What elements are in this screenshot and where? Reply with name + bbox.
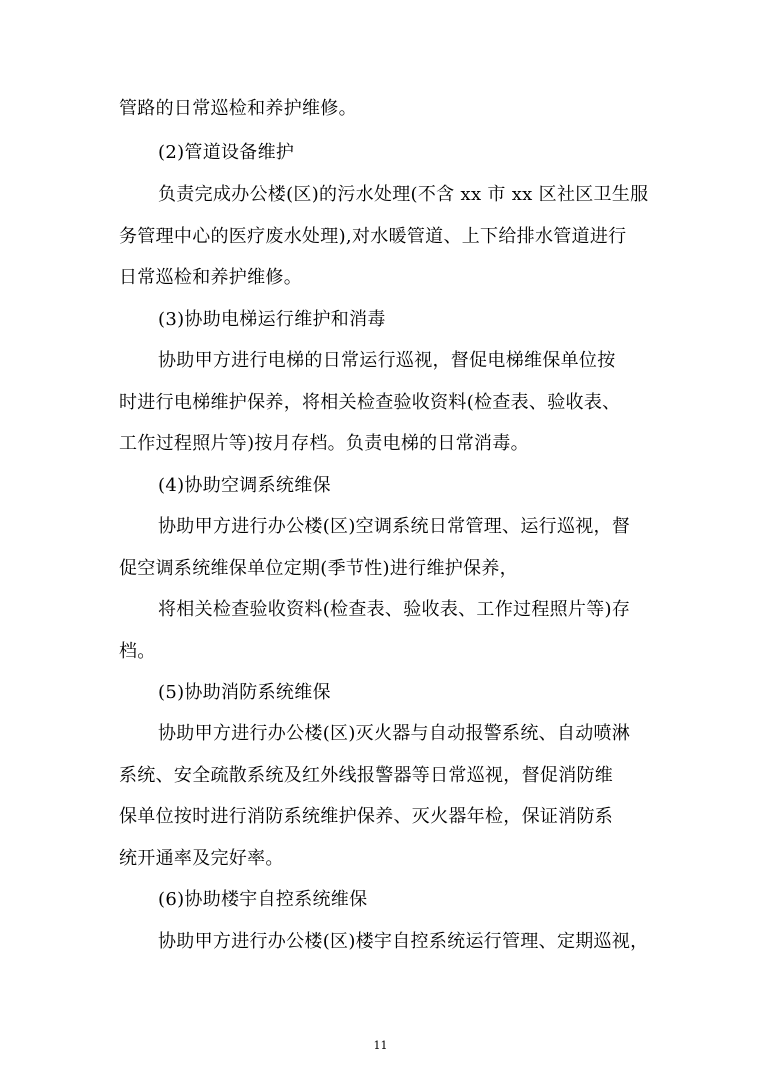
page-number: 11 [373, 1039, 388, 1052]
text-line: 将相关检查验收资料(检查表、验收表、工作过程照片等)存 [158, 599, 631, 620]
text-line: 系统、安全疏散系统及红外线报警器等日常巡视，督促消防维 [119, 765, 614, 786]
section-heading: (6)协助楼宇自控系统维保 [158, 889, 368, 910]
text-line: 促空调系统维保单位定期(季节性)进行维护保养， [119, 558, 518, 579]
text-line: 统开通率及完好率。 [119, 848, 284, 869]
text-line: 保单位按时进行消防系统维护保养、灭火器年检，保证消防系 [119, 806, 614, 827]
text-line: 时进行电梯维护保养，将相关检查验收资料(检查表、验收表、 [119, 392, 621, 413]
text-line: 日常巡检和养护维修。 [119, 267, 302, 288]
text-line: 务管理中心的医疗废水处理),对水暖管道、上下给排水管道进行 [119, 226, 627, 247]
text-line: 协助甲方进行电梯的日常运行巡视，督促电梯维保单位按 [158, 350, 616, 371]
section-heading: (2)管道设备维护 [158, 142, 295, 163]
text-line: 协助甲方进行办公楼(区)空调系统日常管理、运行巡视，督 [158, 516, 631, 537]
text-line: 档。 [119, 641, 156, 662]
text-line: 负责完成办公楼(区)的污水处理(不含 xx 市 xx 区社区卫生服 [158, 184, 649, 205]
section-heading: (5)协助消防系统维保 [158, 682, 331, 703]
text-line: 管路的日常巡检和养护维修。 [119, 98, 357, 119]
text-line: 协助甲方进行办公楼(区)楼宇自控系统运行管理、定期巡视， [158, 931, 649, 952]
text-line: 协助甲方进行办公楼(区)灭火器与自动报警系统、自动喷淋 [158, 723, 631, 744]
section-heading: (4)协助空调系统维保 [158, 475, 331, 496]
text-line: 工作过程照片等)按月存档。负责电梯的日常消毒。 [119, 433, 529, 454]
section-heading: (3)协助电梯运行维护和消毒 [158, 309, 386, 330]
